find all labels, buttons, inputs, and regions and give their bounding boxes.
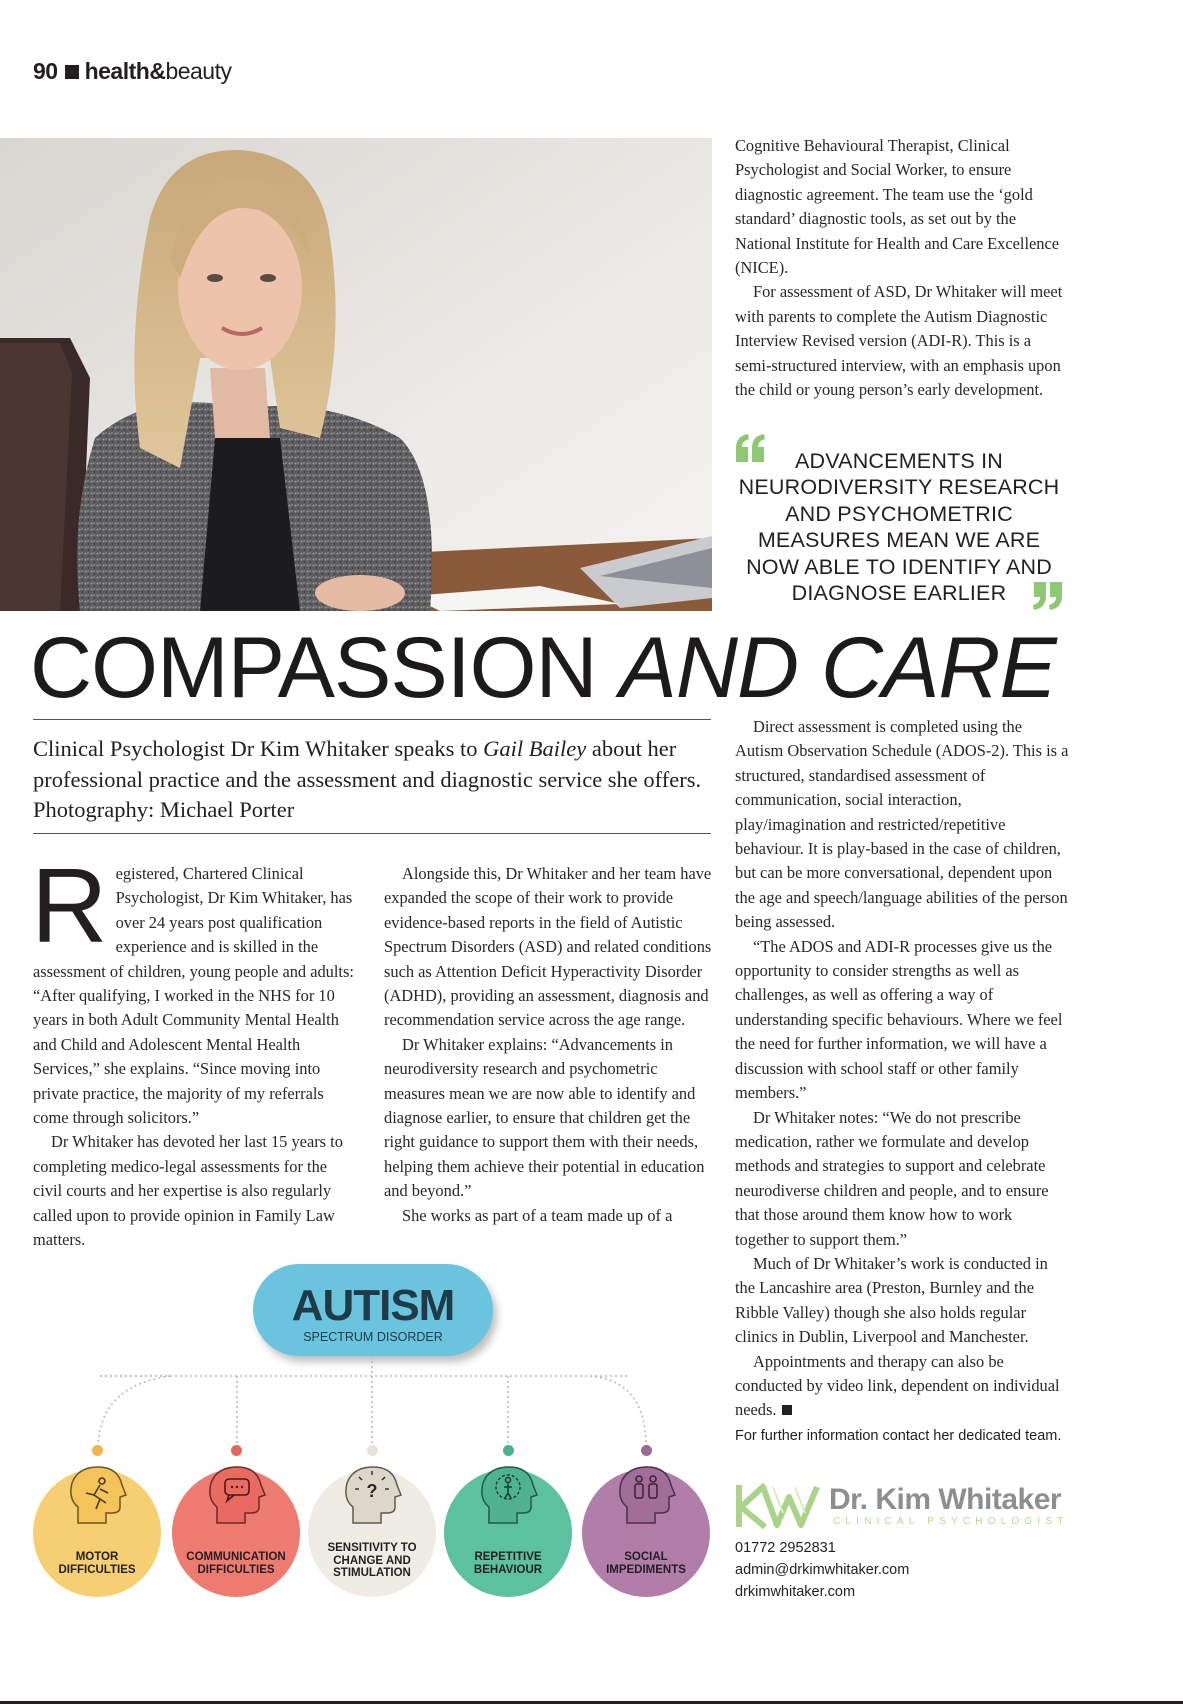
logo-subtitle: CLINICAL PSYCHOLOGIST [833, 1516, 1069, 1527]
infographic-title: AUTISM [291, 1281, 455, 1330]
paragraph [735, 1350, 1070, 1423]
cycle-figure-icon [475, 1463, 541, 1529]
pull-quote-text: ADVANCEMENTS IN NEURODIVERSITY RESEARCH AND PSYCHOMETRIC MEASURES MEAN WE ARE NOW ABLE TO IDENTIFY AND DIAGNOSE EARLIER [738, 449, 1060, 606]
svg-text:?: ? [366, 1481, 378, 1501]
trait-label-line: DIFFICULTIES [197, 1563, 275, 1576]
body-column-1 [31, 847, 358, 1253]
paragraph: Dr Whitaker notes: “We do not prescribe medication, rather we formulate and develop methods and strategies to support and celebrate neurodiverse children and people, and to ensure that those around them know how to work together to support them.” [735, 1107, 1049, 1249]
paragraph: For assessment of ASD, Dr Whitaker will meet with parents to complete the Autism Diagnostic Interview Revised version (ADI-R). This is a semi-structured interview, with an emphasis upon the child or young person’s early development. [735, 282, 1063, 400]
headline [30, 620, 1056, 716]
page-folio [33, 58, 232, 85]
phone-number: 01772 2952831 [735, 1540, 836, 1556]
speech-bubble-icon [203, 1463, 269, 1529]
trait-sensitivity [308, 1469, 436, 1597]
trait-label [308, 1542, 436, 1580]
trait-label-line: SOCIAL [624, 1551, 668, 1563]
pull-quote [736, 440, 1076, 610]
trait-label [172, 1551, 300, 1576]
website-link[interactable]: drkimwhitaker.com [735, 1584, 856, 1600]
trait-social [582, 1469, 710, 1597]
paragraph: Alongside this, Dr Whitaker and her team have expanded the scope of their work to provide evidence-based reports in the field of Autistic Spectrum Disorders (ASD) and related conditions such as Attention Deficit Hyperactivity Disorder (ADHD), providing an assessment, diagnosis and recommendation service across the age range. [384, 864, 712, 1030]
standfirst-text: Clinical Psychologist Dr Kim Whitaker speaks to [33, 736, 484, 761]
close-quote-icon [1032, 582, 1062, 610]
question-mark-icon [339, 1463, 405, 1529]
connector-dot [231, 1445, 242, 1456]
body-column-right-top [735, 134, 1070, 402]
end-mark-icon [782, 1405, 792, 1415]
drop-cap: R [31, 847, 108, 965]
paragraph: Dr Whitaker explains: “Advancements in neurodiversity research and psychometric measures mean we are now able to identify and diagnose earlier, to ensure that children get the right guidance to support them with their needs, helping them achieve their potential in education and beyond.” [384, 1034, 705, 1201]
paragraph: Dr Whitaker has devoted her last 15 years to completing medico-legal assessments for the civil courts and her expertise is also regularly called upon to provide opinion in Family Law matters. [33, 1132, 343, 1250]
headline-main: COMPASSION [30, 620, 620, 716]
folio-square-icon [65, 65, 79, 79]
divider [33, 719, 711, 720]
connector-dot [367, 1445, 378, 1456]
email-link[interactable]: admin@drkimwhitaker.com [735, 1562, 910, 1578]
trait-label-line: DIFFICULTIES [58, 1563, 136, 1576]
trait-label [444, 1551, 572, 1576]
trait-repetitive [444, 1469, 572, 1597]
trait-label [582, 1551, 710, 1576]
standfirst [33, 734, 718, 826]
paragraph: Cognitive Behavioural Therapist, Clinical Psychologist and Social Worker, to ensure diagnostic agreement. The team use the ‘gold standard’ diagnostic tools, as set out by the National Institute for Health and Care Excellence (NICE). [735, 136, 1060, 278]
page-number: 90 [33, 58, 58, 84]
autism-title-pill [253, 1264, 493, 1356]
author-name: Gail Bailey [483, 736, 587, 761]
connector-dot [641, 1445, 652, 1456]
paragraph: “The ADOS and ADI-R processes give us the opportunity to consider strengths as well as challenges, as well as offering a way of understanding specific behaviours. Where we feel the need for further information, we will have a discussion with school staff or other family members.” [735, 936, 1063, 1103]
paragraph: She works as part of a team made up of a [402, 1205, 673, 1225]
headline-italic: AND CARE [619, 620, 1056, 716]
trait-motor [33, 1469, 161, 1597]
paragraph: Direct assessment is completed using the Autism Observation Schedule (ADOS-2). This is a structured, standardised assessment of communication, social interaction, play/imagination and restricted/repetitive behaviour. It is play-based in the case of children, but can be more conversational, dependent upon the age and speech/language abilities of the person being assessed. [735, 717, 1069, 932]
group-icon [613, 1463, 679, 1529]
trait-label-line: IMPEDIMENTS [606, 1563, 686, 1576]
paragraph-text: Appointments and therapy can also be conducted by video link, dependent on individual needs. [735, 1351, 1060, 1420]
contact-note: For further information contact her dedicated team. [735, 1428, 1062, 1444]
trait-label [33, 1551, 161, 1576]
paragraph: Much of Dr Whitaker’s work is conducted in the Lancashire area (Preston, Burnley and the Ribble Valley) though she also holds regular clinics in Dublin, Liverpool and Manchester. [735, 1253, 1048, 1347]
connector-dot [503, 1445, 514, 1456]
trait-label-line: STIMULATION [333, 1567, 411, 1579]
section-name-bold: health& [84, 58, 166, 84]
standfirst-text: about her professional practice and the assessment and diagnostic service she offers. Photography: Michael Porter [33, 736, 702, 822]
infographic-subtitle: SPECTRUM DISORDER [303, 1330, 443, 1344]
clinic-logo [733, 1483, 1073, 1531]
trait-label-line: SENSITIVITY TO [327, 1542, 417, 1554]
body-column-3 [735, 715, 1070, 1423]
paragraph [31, 847, 358, 1130]
trait-label-line: BEHAVIOUR [473, 1563, 543, 1576]
trait-communication [172, 1469, 300, 1597]
trait-label-line: MOTOR [75, 1551, 119, 1563]
trait-label-line: COMMUNICATION [186, 1551, 286, 1563]
trait-label-line: REPETITIVE [474, 1551, 542, 1563]
section-name-light: beauty [165, 58, 232, 84]
connector-dot [92, 1445, 103, 1456]
body-column-2 [384, 862, 712, 1228]
portrait-photo [0, 138, 712, 611]
kw-logo-mark [733, 1483, 825, 1529]
divider [33, 833, 711, 834]
trait-label-line: CHANGE AND [333, 1554, 411, 1567]
running-figure-icon [64, 1463, 130, 1529]
paragraph-text: egistered, Chartered Clinical Psychologist, Dr Kim Whitaker, has over 24 years post qualification experience and is skilled in the assessment of children, young people and adults: “After qualifying, I worked in the NHS for 10 years in both Adult Community Mental Health and Child and Adolescent Mental Health Services,” she explains. “Since moving into private practice, the majority of my referrals come through solicitors.” [33, 864, 354, 1128]
logo-name: Dr. Kim Whitaker [829, 1483, 1062, 1516]
